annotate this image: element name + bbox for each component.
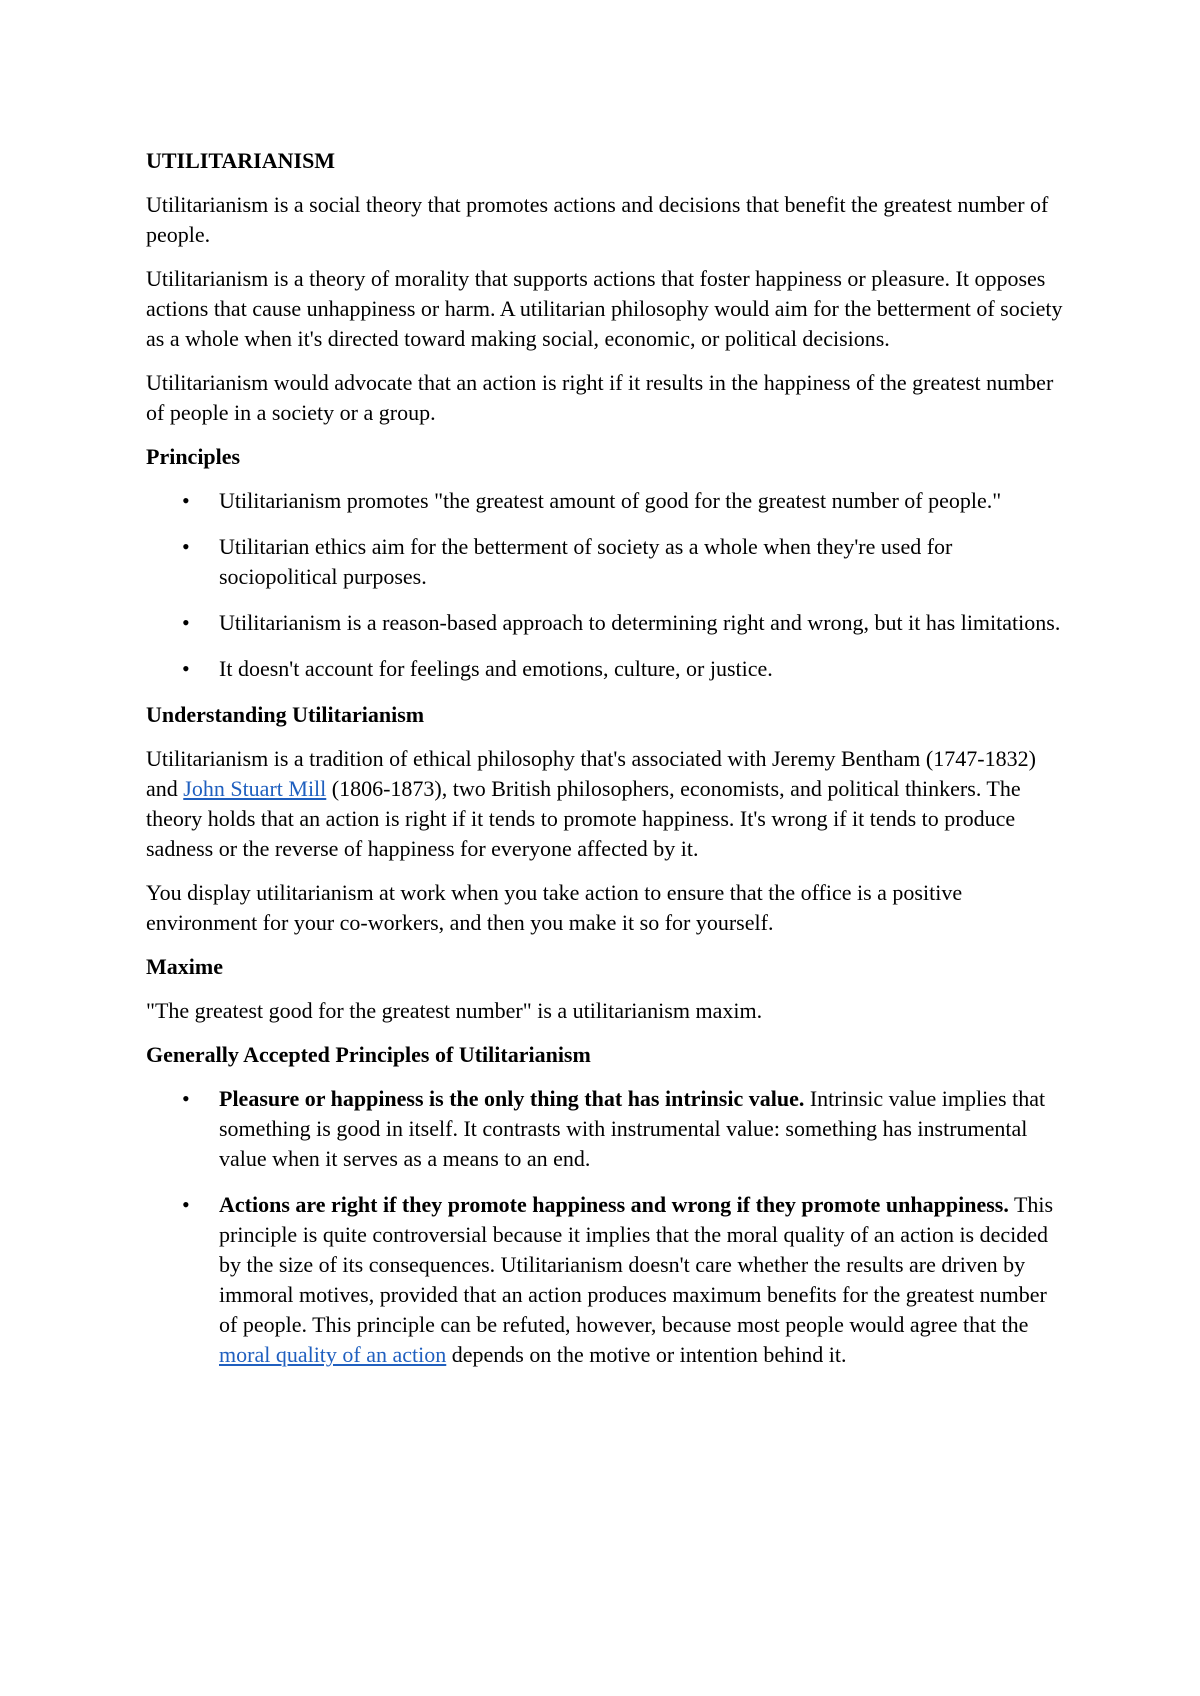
item-text: Intrinsic value implies that something is good in itself. It contrasts with instrumental value: something has instrumental value when it serves as a means to an end. <box>219 1086 1046 1171</box>
accepted-principles-list <box>146 1084 1066 1370</box>
accepted-principles-heading: Generally Accepted Principles of Utilitarianism <box>146 1042 591 1067</box>
maxime-heading: Maxime <box>146 954 223 979</box>
document-title: UTILITARIANISM <box>146 148 336 173</box>
understanding-text-after-link: (1806-1873), two British philosophers, economists, and political thinkers. The theory holds that an action is right if it tends to promote happiness. It's wrong if it tends to produce sadness or the reverse of happiness for everyone affected by it. <box>146 776 1021 861</box>
list-item: • Utilitarianism is a reason-based approach to determining right and wrong, but it has limitations. <box>146 608 1066 638</box>
list-item: • It doesn't account for feelings and emotions, culture, or justice. <box>146 654 1066 684</box>
principles-heading: Principles <box>146 444 241 469</box>
understanding-paragraph-2: You display utilitarianism at work when you take action to ensure that the office is a positive environment for your co-workers, and then you make it so for yourself. <box>146 880 963 935</box>
understanding-text-before-link: Utilitarianism is a tradition of ethical philosophy that's associated with Jeremy Bentham (1747-1832) and <box>146 746 1036 801</box>
item-bold-lead: Actions are right if they promote happiness and wrong if they promote unhappiness. <box>219 1192 1009 1217</box>
maxime-text: "The greatest good for the greatest number" is a utilitarianism maxim. <box>146 998 763 1023</box>
list-item: • Utilitarian ethics aim for the betterment of society as a whole when they're used for sociopolitical purposes. <box>146 532 1066 592</box>
intro-paragraph-2: Utilitarianism is a theory of morality that supports actions that foster happiness or pleasure. It opposes actions that cause unhappiness or harm. A utilitarian philosophy would aim for the betterment of society as a whole when it's directed toward making social, economic, or political decisions. <box>146 266 1063 351</box>
item-bold-lead: Pleasure or happiness is the only thing that has intrinsic value. <box>219 1086 805 1111</box>
john-stuart-mill-link[interactable]: John Stuart Mill <box>183 776 327 801</box>
item-text-after-link: depends on the motive or intention behind it. <box>446 1342 847 1367</box>
understanding-heading: Understanding Utilitarianism <box>146 702 425 727</box>
understanding-paragraph-1 <box>146 744 1066 864</box>
list-item: • Utilitarianism promotes "the greatest amount of good for the greatest number of people." <box>146 486 1066 516</box>
list-item <box>146 1190 1066 1370</box>
intro-paragraph-1: Utilitarianism is a social theory that promotes actions and decisions that benefit the greatest number of people. <box>146 192 1049 247</box>
list-item <box>146 1084 1066 1174</box>
intro-paragraph-3: Utilitarianism would advocate that an action is right if it results in the happiness of the greatest number of people in a society or a group. <box>146 370 1054 425</box>
moral-quality-link[interactable]: moral quality of an action <box>219 1342 447 1367</box>
item-text: This principle is quite controversial because it implies that the moral quality of an action is decided by the size of its consequences. Utilitarianism doesn't care whether the results are driven by immoral motives, provided that an action produces maximum benefits for the greatest number of people. This principle can be refuted, however, because most people would agree that the <box>219 1192 1054 1337</box>
principles-list <box>146 486 1066 684</box>
document-page <box>146 146 1066 1386</box>
